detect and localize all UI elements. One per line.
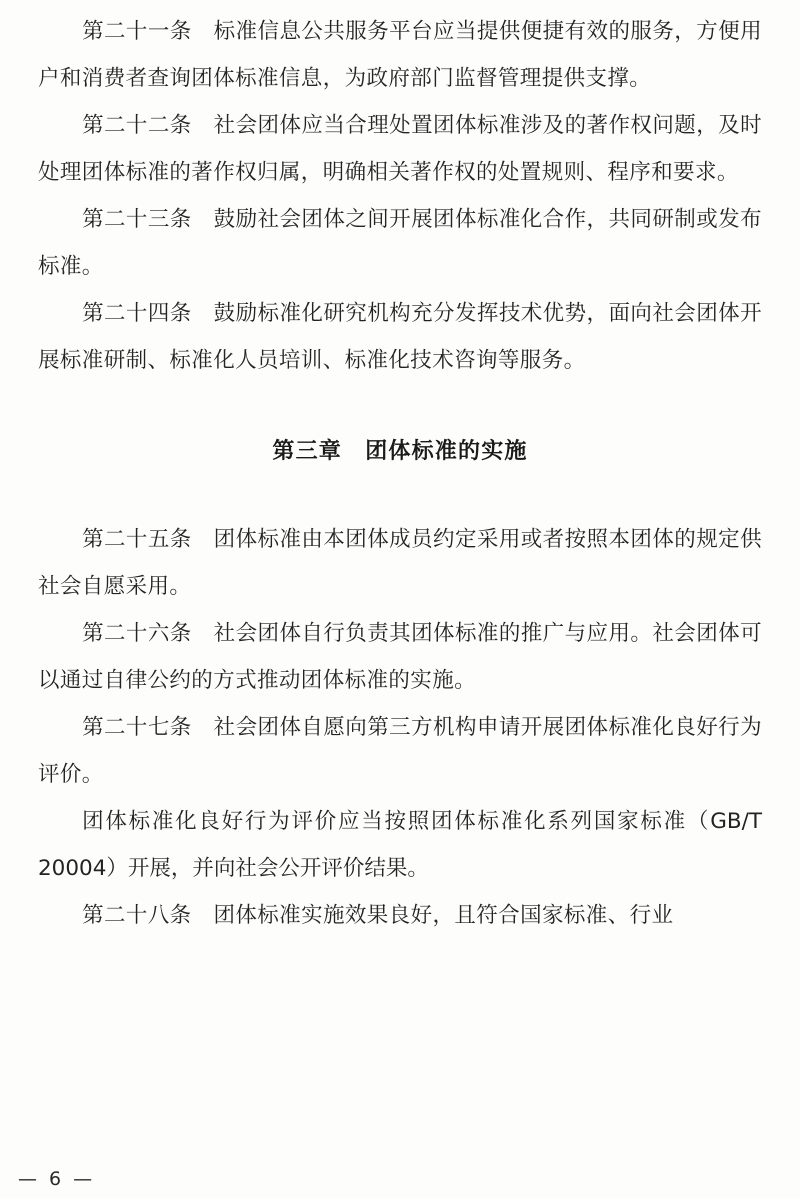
paragraph-article-27-continued: 团体标准化良好行为评价应当按照团体标准化系列国家标准（GB/T 20004）开展，并向社会公开评价结果。	[38, 809, 762, 881]
paragraph-article-26: 第二十六条 社会团体自行负责其团体标准的推广与应用。社会团体可以通过自律公约的方式推动团体标准的实施。	[38, 621, 762, 693]
document-body	[38, 0, 762, 939]
paragraph-article-25: 第二十五条 团体标准由本团体成员约定采用或者按照本团体的规定供社会自愿采用。	[38, 527, 762, 599]
paragraph-article-22: 第二十二条 社会团体应当合理处置团体标准涉及的著作权问题，及时处理团体标准的著作权归属，明确相关著作权的处置规则、程序和要求。	[38, 113, 762, 185]
paragraph-article-24: 第二十四条 鼓励标准化研究机构充分发挥技术优势，面向社会团体开展标准研制、标准化人员培训、标准化技术咨询等服务。	[38, 301, 762, 373]
paragraph-article-21: 第二十一条 标准信息公共服务平台应当提供便捷有效的服务，方便用户和消费者查询团体标准信息，为政府部门监督管理提供支撑。	[38, 19, 762, 91]
paragraph-article-23: 第二十三条 鼓励社会团体之间开展团体标准化合作，共同研制或发布标准。	[38, 207, 762, 279]
chapter-heading: 第三章 团体标准的实施	[272, 439, 528, 464]
paragraph-article-28: 第二十八条 团体标准实施效果良好，且符合国家标准、行业	[82, 903, 674, 928]
page-number: — 6 —	[18, 1168, 96, 1190]
paragraph-article-27: 第二十七条 社会团体自愿向第三方机构申请开展团体标准化良好行为评价。	[38, 715, 762, 787]
